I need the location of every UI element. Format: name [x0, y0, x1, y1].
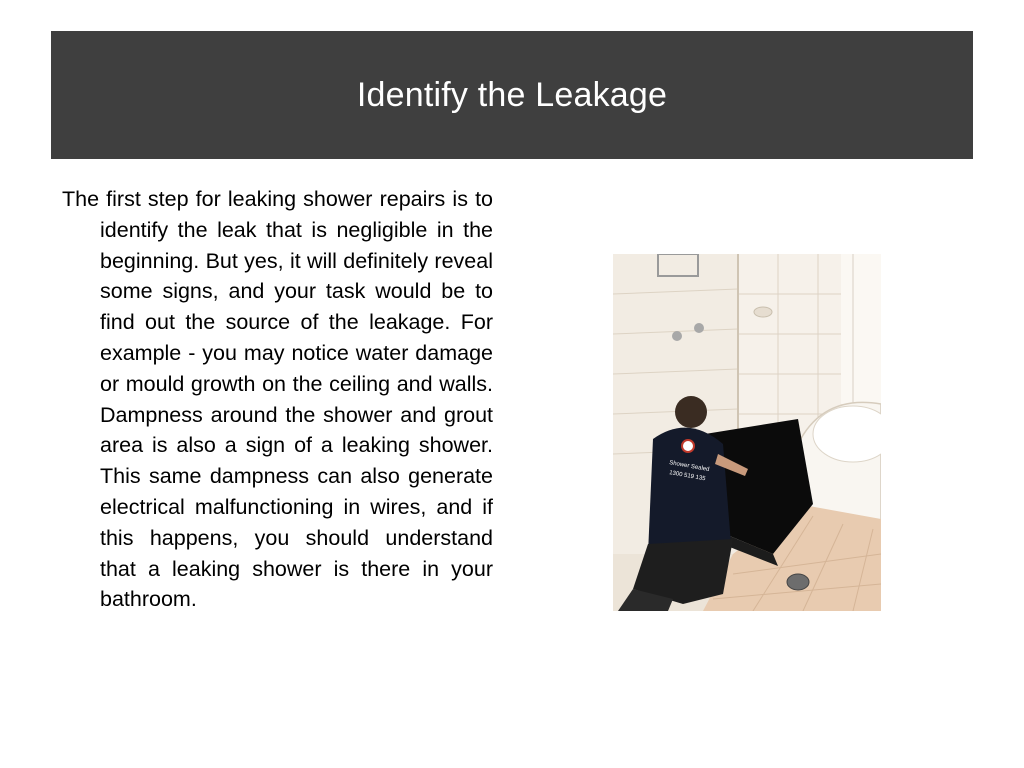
shirt-logo-text: Shower Sealed [668, 460, 710, 474]
floor-drain [787, 574, 809, 590]
slide-title: Identify the Leakage [356, 75, 668, 114]
title-bar [51, 31, 973, 159]
tap-right [694, 323, 704, 333]
tap-left [672, 331, 682, 341]
soap-dish [754, 307, 772, 317]
bathroom-photo [613, 254, 881, 611]
slide-body-text: The first step for leaking shower repairs is to identify the leak that is negligible in the beginning. But yes, it will definitely reveal some signs, and your task would be to find out the source of the leakage. For example - you may notice water damage or mould growth on the ceiling and walls. Dampness around the shower and grout area is also a sign of a leaking shower. This same dampness can also generate electrical malfunctioning in wires, and if this happens, you should understand that a leaking shower is there in your bathroom. [62, 187, 493, 612]
shirt-logo-icon [682, 440, 694, 452]
shirt-phone-text: 1300 519 135 [668, 470, 706, 483]
